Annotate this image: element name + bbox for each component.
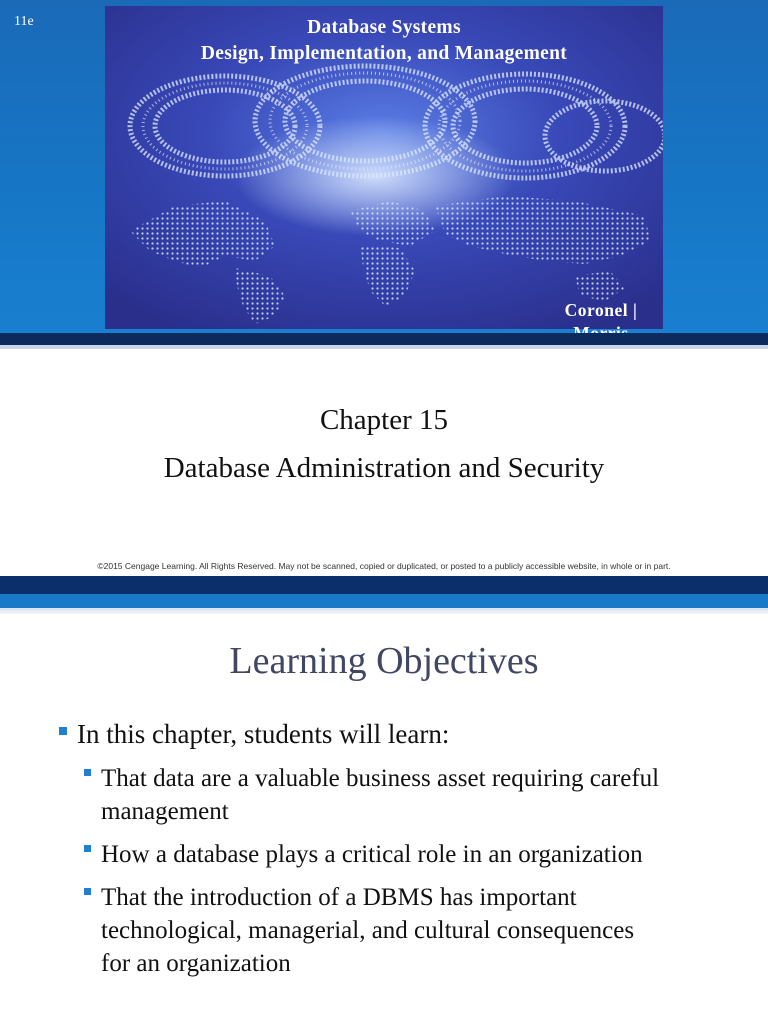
bullet-intro: In this chapter, students will learn:: [77, 719, 450, 749]
copyright-notice: ©2015 Cengage Learning. All Rights Reserved. May not be scanned, copied or duplicated, or posted to a publicly accessible website, in whole or in part.: [97, 561, 671, 571]
objective-item-1-line1: That data are a valuable business asset requiring careful: [101, 765, 660, 792]
objective-item-2-line1: How a database plays a critical role in an organization: [101, 841, 643, 868]
book-title-line2: Design, Implementation, and Management: [200, 43, 568, 64]
objective-item-1-line2: management: [101, 798, 229, 825]
objective-item-3-line1: That the introduction of a DBMS has important: [101, 884, 577, 911]
divider-band: [0, 333, 768, 345]
objective-item-3-line2: technological, managerial, and cultural consequences: [101, 917, 635, 944]
chapter-number: Chapter 15: [319, 404, 449, 436]
objective-item-2: [101, 838, 741, 871]
objective-item-3-line3: for an organization: [101, 950, 291, 977]
edition-label: 11e: [14, 14, 34, 29]
objective-item-3: [101, 881, 741, 980]
bullet-square-icon: [59, 727, 67, 735]
objective-item-1: [101, 762, 741, 828]
bullet-square-icon: [84, 845, 91, 852]
chapter-title: Database Administration and Security: [163, 452, 605, 484]
header-bar-blue: [0, 594, 768, 608]
slide-title: Learning Objectives: [229, 640, 539, 682]
header-bar-dark: [0, 576, 768, 594]
author-line1: Coronel |: [564, 300, 638, 320]
divider-band-light: [0, 345, 768, 349]
bullet-square-icon: [84, 769, 91, 776]
header-bar-light: [0, 608, 768, 614]
objectives-slide: [0, 576, 768, 1024]
bullet-square-icon: [84, 888, 91, 895]
book-title: [105, 15, 663, 67]
book-title-line1: Database Systems: [307, 17, 461, 38]
